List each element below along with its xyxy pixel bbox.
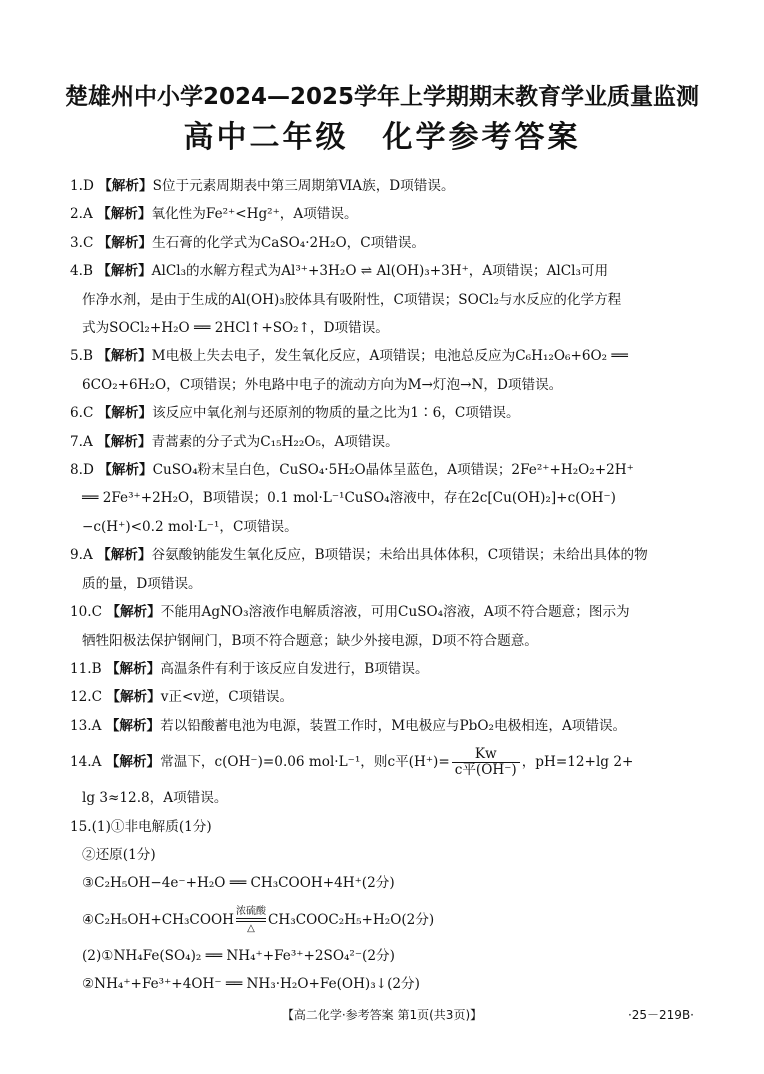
fraction: $\frac{Kw}{\text{c平(OH⁻)}}$ bbox=[452, 747, 520, 778]
answer-item: 4.B 【解析】AlCl₃的水解方程式为Al³⁺+3H₂O ⇌ Al(OH)₃+3H⁺，A项错误；AlCl₃可用 作净水剂，是由于生成的Al(OH)₃胶体具有吸附性，C项错误；SOCl₂与水反应的化学方程 式为SOCl₂+H₂O ══ 2HCl↑+SO₂↑，D项错误。 bbox=[70, 263, 622, 337]
answer-item: 14.A 【解析】常温下，c(OH⁻)=0.06 mol·L⁻¹，则c平(H⁺)= $\frac{Kw}{\text{c平(OH⁻)}}$ ，pH=12+lg 2+ lg 3≈12.8，A项错误。 bbox=[70, 746, 634, 807]
answer-item: 1.D 【解析】S位于元素周期表中第三周期第ⅥA族，D项错误。 bbox=[70, 178, 455, 194]
page-footer bbox=[0, 1004, 764, 1026]
grade-label: 高中二年级 bbox=[183, 120, 349, 155]
footer-page-info: 【高二化学·参考答案 第1页(共3页)】 bbox=[281, 1008, 483, 1022]
answer-item: 13.A 【解析】若以铅酸蓄电池为电源，装置工作时，M电极应与PbO₂电极相连，A项错误。 bbox=[70, 717, 627, 734]
answer-item: 10.C 【解析】不能用AgNO₃溶液作电解质溶液，可用CuSO₄溶液，A项不符合题意；图示为 牺牲阳极法保护钢闸门，B项不符合题意；缺少外接电源，D项不符合题意。 bbox=[70, 604, 630, 649]
answer-item: 12.C 【解析】v正<v逆，C项错误。 bbox=[70, 689, 294, 706]
reaction-condition: 浓硫酸 △ bbox=[235, 906, 266, 935]
answer-list bbox=[70, 172, 700, 999]
answer-item: 9.A 【解析】谷氨酸钠能发生氧化反应，B项错误；未给出具体体积，C项错误；未给出具体的物 质的量，D项错误。 bbox=[70, 547, 648, 592]
answer-item: 11.B 【解析】高温条件有利于该反应自发进行，B项错误。 bbox=[70, 660, 429, 677]
answer-item: 3.C 【解析】生石膏的化学式为CaSO₄·2H₂O，C项错误。 bbox=[70, 234, 426, 251]
answer-item: 8.D 【解析】CuSO₄粉末呈白色，CuSO₄·5H₂O晶体呈蓝色，A项错误；2Fe²⁺+H₂O₂+2H⁺ ══ 2Fe³⁺+2H₂O，B项错误；0.1 mol·L⁻¹CuSO₄溶液中，存在2c[Cu(OH)₂]+c(OH⁻) −c(H⁺)<0.2 mol·L⁻¹，C项错误。 bbox=[70, 462, 634, 535]
answer-item: 6.C 【解析】该反应中氧化剂与还原剂的物质的量之比为1∶6，C项错误。 bbox=[70, 405, 520, 422]
answer-item: 5.B 【解析】M电极上失去电子，发生氧化反应，A项错误；电池总反应为C₆H₁₂O₆+6O₂ ══ 6CO₂+6H₂O，C项错误；外电路中电子的流动方向为M→灯泡→N，D项错误。 bbox=[70, 348, 628, 393]
document-title: 楚雄州中小学2024—2025学年上学期期末教育学业质量监测 bbox=[64, 84, 700, 110]
answer-item: 7.A 【解析】青蒿素的分子式为C₁₅H₂₂O₅，A项错误。 bbox=[70, 433, 399, 450]
document-subtitle bbox=[0, 112, 764, 156]
answer-item: 15.(1)①非电解质(1分) ②还原(1分) ③C₂H₅OH−4e⁻+H₂O ══ CH₃COOH+4H⁺(2分) ④C₂H₅OH+CH₃COOH 浓硫酸 △CH₃COOC₂H₅+H₂O(2分) (2)①NH₄Fe(SO₄)₂ ══ NH₄⁺+Fe³⁺+2SO₄²⁻(2分) ②NH₄⁺+Fe³⁺+4OH⁻ ══ NH₃·H₂O+Fe(OH)₃↓(2分) bbox=[70, 818, 435, 993]
answer-key-label: 化学参考答案 bbox=[382, 120, 581, 155]
answer-item: 2.A 【解析】氧化性为Fe²⁺<Hg²⁺，A项错误。 bbox=[70, 206, 358, 223]
footer-code: ·25－219B· bbox=[627, 1008, 694, 1022]
